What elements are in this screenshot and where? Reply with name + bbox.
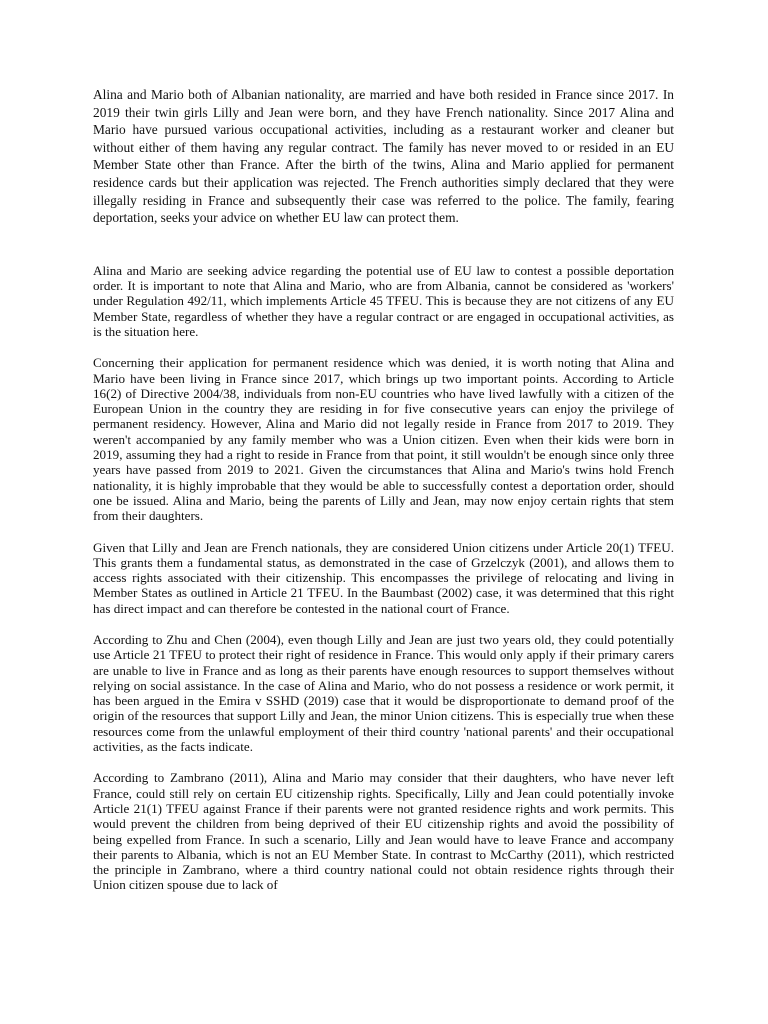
permanent-residence-paragraph: Concerning their application for permanent residence which was denied, it is worth noting that Alina and Mario have been living in France since 2017, which brings up two important points. According to Article 16(2) of Directive 2004/38, individuals from non-EU countries who have lived lawfully with a citizen of the European Union in the country they are residing in for five consecutive years can enjoy the privilege of permanent residency. However, Alina and Mario did not legally reside in France from 2017 to 2019. They weren't accompanied by any family member who was a Union citizen. Even when their kids were born in 2019, assuming they had a right to reside in France from that point, it still wouldn't be enough since only three years have passed from 2019 to 2021. Given the circumstances that Alina and Mario's twins hold French nationality, it is highly improbable that they would be able to successfully contest a deportation order, should one be issued. Alina and Mario, being the parents of Lilly and Jean, may now enjoy certain rights that stem from their daughters. [93, 355, 674, 524]
union-citizenship-paragraph: Given that Lilly and Jean are French nationals, they are considered Union citizens under Article 20(1) TFEU. This grants them a fundamental status, as demonstrated in the case of Grzelczyk (2001), and allows them to access rights associated with their citizenship. This encompasses the privilege of relocating and living in Member States as outlined in Article 21 TFEU. In the Baumbast (2002) case, it was determined that this right has direct impact and can therefore be contested in the national court of France. [93, 539, 674, 616]
worker-status-paragraph: Alina and Mario are seeking advice regarding the potential use of EU law to contest a possible deportation order. It is important to note that Alina and Mario, who are from Albania, cannot be considered as 'workers' under Regulation 492/11, which implements Article 45 TFEU. This is because they are not citizens of any EU Member State, regardless of whether they have a regular contract or are engaged in occupational activities, as is the situation here. [93, 262, 674, 339]
document-page [93, 86, 674, 893]
zhu-chen-paragraph: According to Zhu and Chen (2004), even though Lilly and Jean are just two years old, they could potentially use Article 21 TFEU to protect their right of residence in France. This would only apply if their primary carers are unable to live in France and as long as their parents have enough resources to support themselves without relying on social assistance. In the case of Alina and Mario, who do not possess a residence or work permit, it has been argued in the Emira v SSHD (2019) case that it would be disproportionate to demand proof of the origin of the resources that support Lilly and Jean, the minor Union citizens. This is especially true when these resources come from the unlawful employment of their third country 'national parents' and their occupational activities, as the facts indicate. [93, 631, 674, 755]
zambrano-paragraph: According to Zambrano (2011), Alina and Mario may consider that their daughters, who have never left France, could still rely on certain EU citizenship rights. Specifically, Lilly and Jean could potentially invoke Article 21(1) TFEU against France if their parents were not granted residence rights and work permits. This would prevent the children from being deprived of their EU citizenship rights and avoid the possibility of being expelled from France. In such a scenario, Lilly and Jean would have to leave France and accompany their parents to Albania, which is not an EU Member State. In contrast to McCarthy (2011), which restricted the principle in Zambrano, where a third country national could not obtain residence rights through their Union citizen spouse due to lack of [93, 770, 674, 893]
scenario-paragraph: Alina and Mario both of Albanian nationality, are married and have both resided in France since 2017. In 2019 their twin girls Lilly and Jean were born, and they have French nationality. Since 2017 Alina and Mario have pursued various occupational activities, including as a restaurant worker and cleaner but without either of them having any regular contract. The family has never moved to or resided in an EU Member State other than France. After the birth of the twins, Alina and Mario applied for permanent residence cards but their application was rejected. The French authorities simply declared that they were illegally residing in France and subsequently their case was referred to the police. The family, fearing deportation, seeks your advice on whether EU law can protect them. [93, 87, 674, 226]
